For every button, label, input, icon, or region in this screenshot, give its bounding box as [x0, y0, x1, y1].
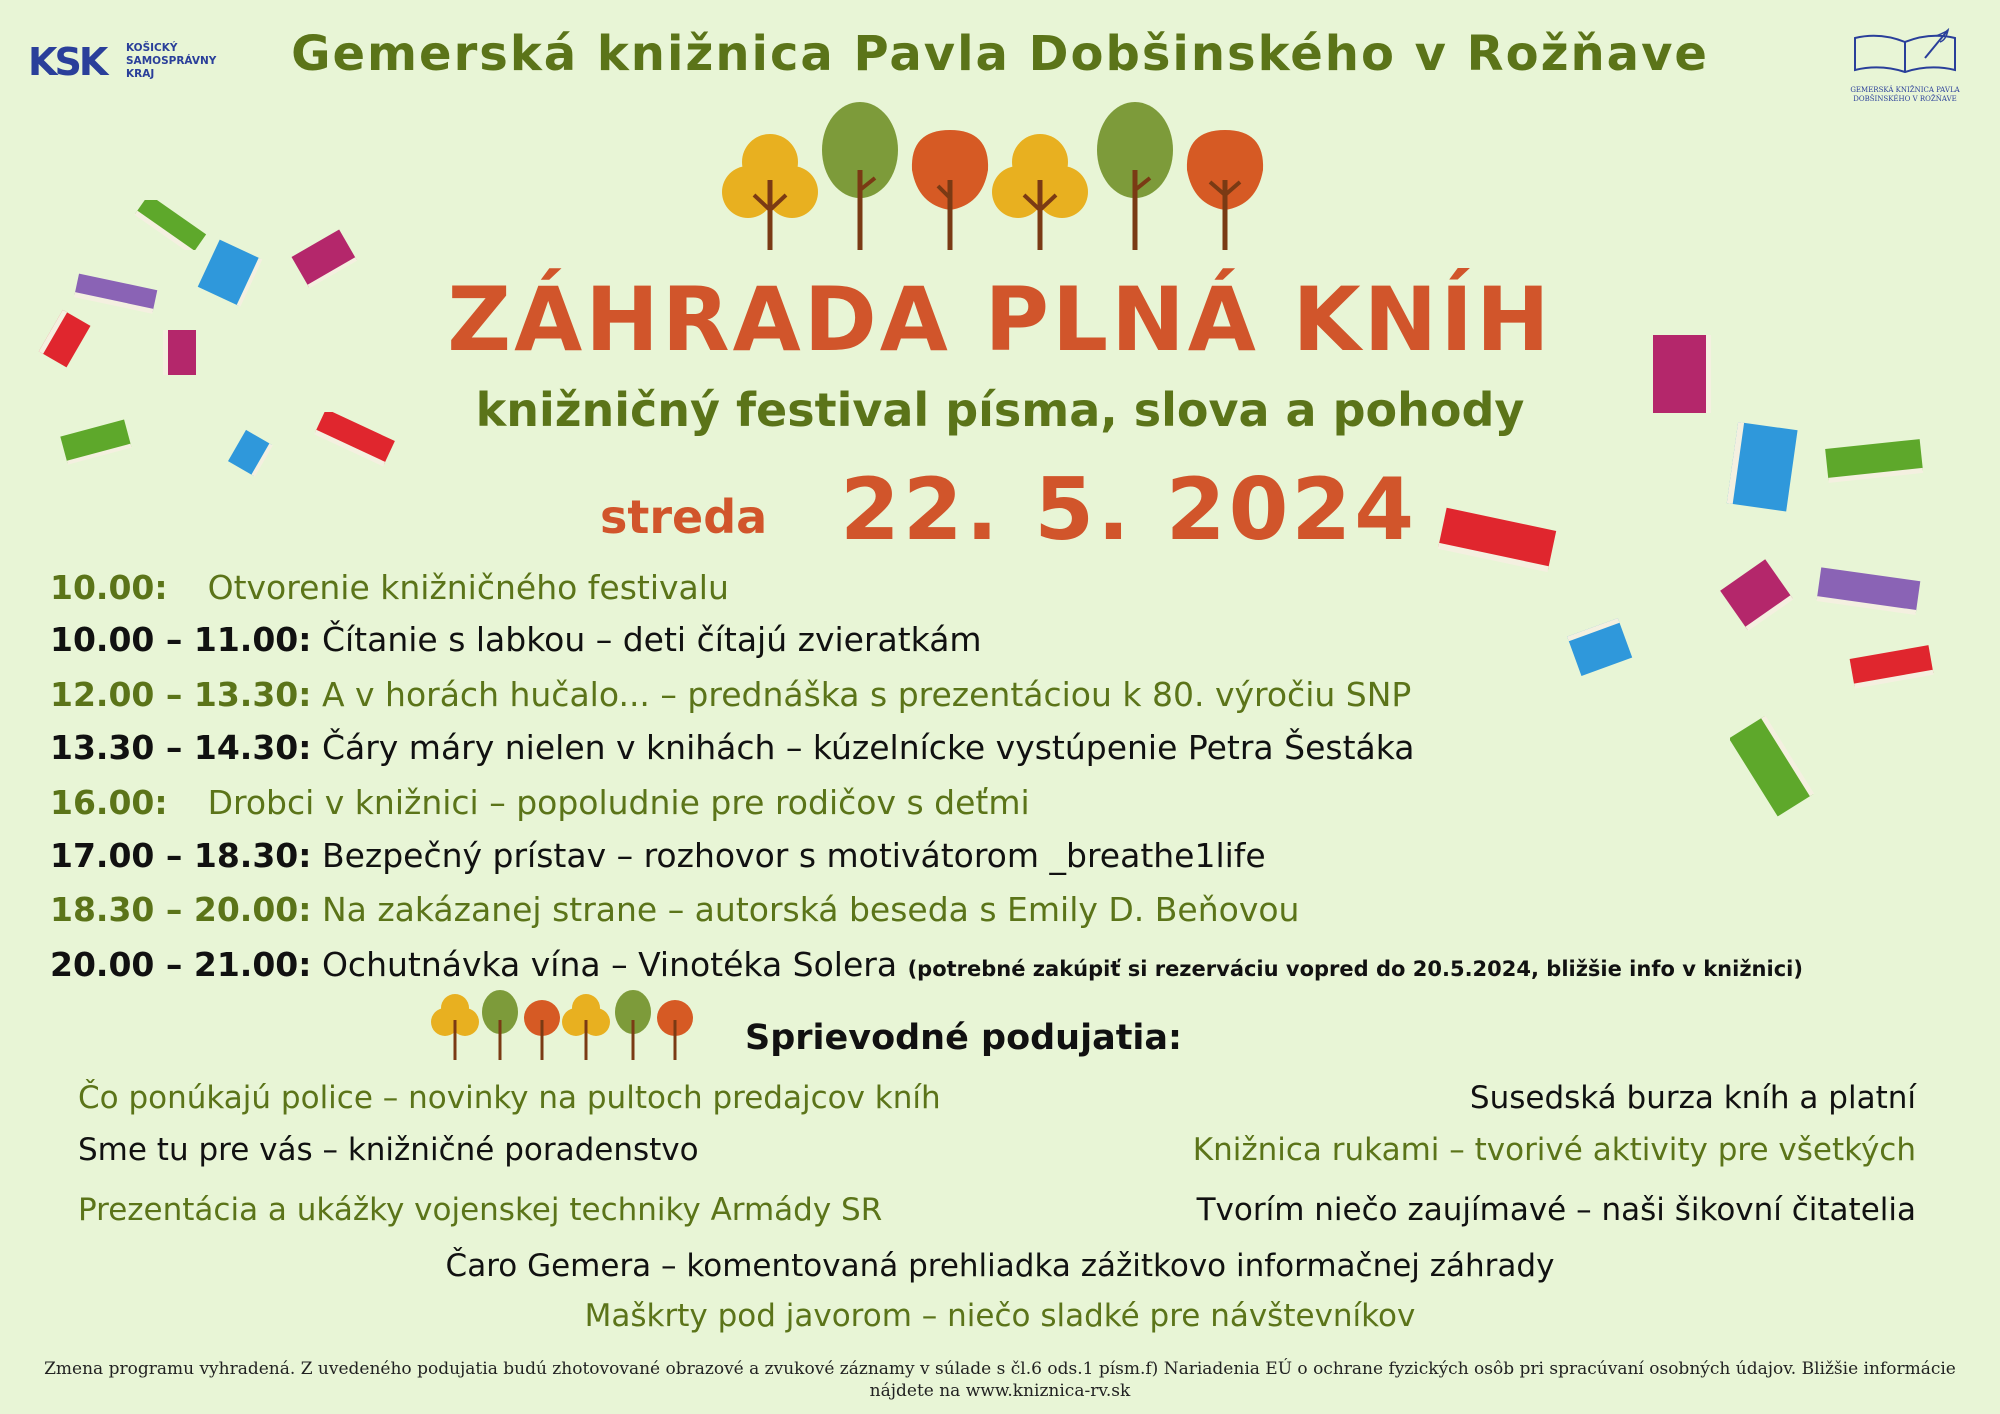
program-text: A v horách hučalo... – prednáška s prezentáciou k 80. výročiu SNP — [321, 675, 1412, 714]
program-time: 18.30 – 20.00: — [50, 890, 312, 929]
side-events-title: Sprievodné podujatia: — [745, 1018, 1183, 1058]
tree-icon — [912, 130, 988, 250]
footer-line: nájdete na www.kniznica-rv.sk — [869, 1381, 1131, 1401]
program-text: Ochutnávka vína – Vinotéka Solera — [321, 945, 898, 984]
tree-icon — [431, 994, 479, 1060]
footer-note — [30, 1358, 1970, 1402]
side-event-item: Susedská burza kníh a platní — [1469, 1080, 1916, 1116]
program-item — [50, 890, 1299, 929]
book-icon — [1565, 616, 1635, 685]
book-icon — [1730, 710, 1820, 824]
program-item — [50, 945, 1803, 984]
tree-icon — [562, 994, 610, 1060]
side-event-item: Sme tu pre vás – knižničné poradenstvo — [78, 1132, 699, 1168]
book-icon — [1432, 505, 1562, 589]
program-text: Čítanie s labkou – deti čítajú zvieratkám — [321, 620, 982, 659]
book-icon — [1718, 556, 1798, 640]
book-icon — [1822, 432, 1927, 501]
book-icon — [1648, 330, 1718, 424]
program-time: 16.00: — [50, 783, 168, 822]
tree-icon — [657, 1000, 693, 1060]
book-icon — [1722, 418, 1807, 522]
book-icon — [195, 235, 265, 314]
program-item — [50, 675, 1411, 714]
side-event-item: Čaro Gemera – komentovaná prehliadka zážitkovo informačnej záhrady — [445, 1248, 1555, 1284]
tree-icon — [524, 1000, 560, 1060]
tree-icon — [615, 990, 651, 1060]
footer-line: Zmena programu vyhradená. Z uvedeného podujatia budú zhotovované obrazové a zvukové záznamy v súlade s čl.6 ods.1 písm.f) Nariadenia EÚ o ochrane fyzických osôb pri spracúvaní osobných údajov. Bližšie informácie — [44, 1359, 1956, 1379]
program-time: 13.30 – 14.30: — [50, 728, 312, 767]
tree-icon — [722, 134, 818, 250]
side-event-item: Prezentácia a ukážky vojenskej techniky Armády SR — [78, 1192, 883, 1228]
event-title: ZÁHRADA PLNÁ KNÍH — [447, 268, 1553, 371]
book-icon — [38, 305, 93, 379]
library-logo-text: GEMERSKÁ KNIŽNICA PAVLA DOBŠINSKÉHO V ROŽŇAVE — [1850, 86, 1960, 103]
event-date: 22. 5. 2024 — [840, 460, 1418, 560]
tree-icon — [1097, 102, 1173, 250]
side-event-item: Tvorím niečo zaujímavé – naši šikovní čitatelia — [1196, 1192, 1916, 1228]
program-text: Drobci v knižnici – popoludnie pre rodičov s deťmi — [207, 783, 1030, 822]
program-time: 17.00 – 18.30: — [50, 836, 312, 875]
program-item — [50, 783, 1030, 822]
event-subtitle: knižničný festival písma, slova a pohody — [475, 383, 1525, 437]
ksk-logo-text: KOŠICKÝ SAMOSPRÁVNY KRAJ — [126, 42, 217, 80]
program-time: 20.00 – 21.00: — [50, 945, 312, 984]
library-name: Gemerská knižnica Pavla Dobšinského v Rožňave — [291, 26, 1709, 82]
book-icon — [1844, 642, 1939, 701]
book-icon — [1810, 562, 1925, 631]
program-time: 10.00: — [50, 568, 168, 607]
program-item — [50, 620, 982, 659]
program-item — [50, 836, 1266, 875]
trees-decoration — [720, 100, 1280, 250]
side-event-item: Knižnica rukami – tvorivé aktivity pre všetkých — [1192, 1132, 1916, 1168]
side-event-item: Maškrty pod javorom – niečo sladké pre návštevníkov — [584, 1298, 1416, 1334]
program-time: 10.00 – 11.00: — [50, 620, 312, 659]
ksk-logo-mark: KSK — [28, 40, 106, 84]
program-time: 12.00 – 13.30: — [50, 675, 312, 714]
program-text: Bezpečný prístav – rozhovor s motivátorom _breathe1life — [321, 836, 1266, 875]
program-note: (potrebné zakúpiť si rezerváciu vopred do 20.5.2024, bližšie info v knižnici) — [907, 957, 1803, 981]
book-icon — [158, 325, 203, 384]
program-text: Čáry máry nielen v knihách – kúzelnícke vystúpenie Petra Šestáka — [321, 728, 1415, 767]
tree-icon — [1187, 130, 1263, 250]
book-icon — [228, 428, 273, 482]
book-icon — [58, 415, 138, 474]
book-icon — [308, 412, 403, 471]
tree-icon — [992, 134, 1088, 250]
event-weekday: streda — [600, 490, 768, 544]
program-text: Otvorenie knižničného festivalu — [207, 568, 729, 607]
side-event-item: Čo ponúkajú police – novinky na pultoch predajcov kníh — [78, 1080, 941, 1116]
book-icon — [285, 220, 365, 294]
tree-icon — [482, 990, 518, 1060]
program-item — [50, 728, 1415, 767]
small-trees-decoration — [430, 990, 700, 1060]
program-item — [50, 568, 729, 607]
program-text: Na zakázanej strane – autorská beseda s Emily D. Beňovou — [321, 890, 1300, 929]
tree-icon — [822, 102, 898, 250]
